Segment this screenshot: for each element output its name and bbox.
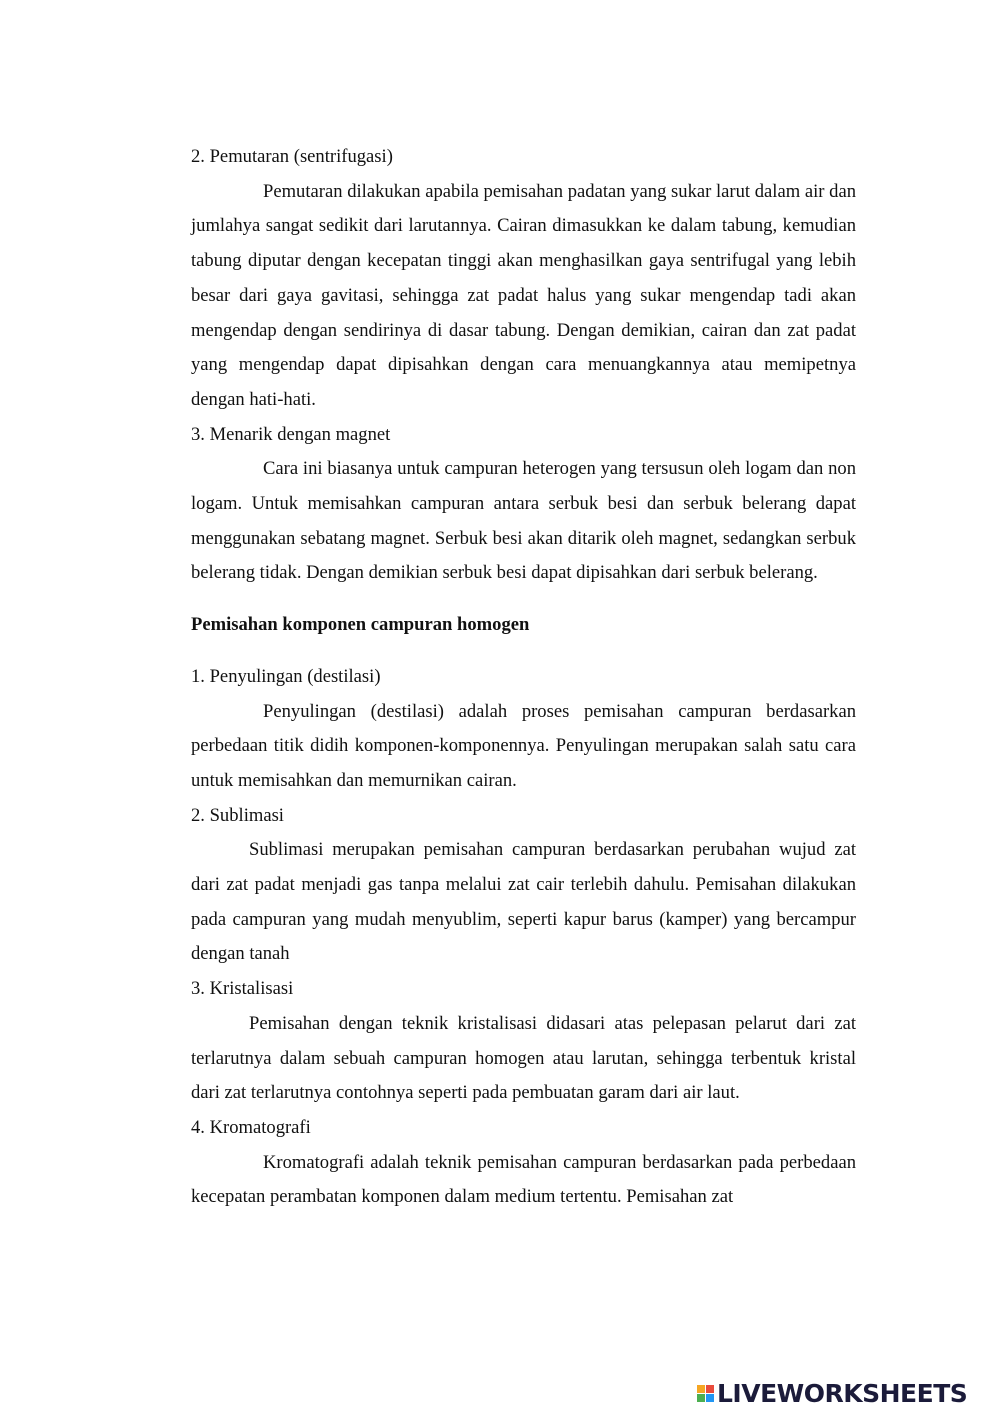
heading-kromatografi: 4. Kromatografi <box>191 1116 311 1138</box>
section-title-homogen: Pemisahan komponen campuran homogen <box>191 614 530 636</box>
heading-pemutaran: 2. Pemutaran (sentrifugasi) <box>191 146 393 167</box>
logo-mark-icon <box>697 1385 714 1402</box>
paragraph-kromatografi: Kromatografi adalah teknik pemisahan campuran berdasarkan pada perbedaan kecepatan perambatan komponen dalam medium tertentu. Pemisahan zat <box>191 1151 856 1208</box>
paragraph-sublimasi: Sublimasi merupakan pemisahan campuran berdasarkan perubahan wujud zat dari zat padat menjadi gas tanpa melalui zat cair terlebih dahulu. Pemisahan dilakukan pada campuran yang mudah menyublim, seperti kapur barus (kamper) yang bercampur dengan tanah <box>191 839 856 965</box>
liveworksheets-logo <box>697 1378 967 1408</box>
paragraph-menarik-magnet: Cara ini biasanya untuk campuran heterogen yang tersusun oleh logam dan non logam. Untuk memisahkan campuran antara serbuk besi dan serbuk belerang dapat menggunakan sebatang magnet. Serbuk besi akan ditarik oleh magnet, sedangkan serbuk belerang tidak. Dengan demikian serbuk besi dapat dipisahkan dari serbuk belerang. <box>191 458 856 584</box>
heading-kristalisasi: 3. Kristalisasi <box>191 978 294 1000</box>
paragraph-kristalisasi: Pemisahan dengan teknik kristalisasi didasari atas pelepasan pelarut dari zat terlarutnya dalam sebuah campuran homogen atau larutan, sehingga terbentuk kristal dari zat terlarutnya contohnya seperti pada pembuatan garam dari air laut. <box>191 1012 856 1104</box>
paragraph-pemutaran: Pemutaran dilakukan apabila pemisahan padatan yang sukar larut dalam air dan jumlahya sangat sedikit dari larutannya. Cairan dimasukkan ke dalam tabung, kemudian tabung diputar dengan kecepatan tinggi akan menghasilkan gaya sentrifugal yang lebih besar dari gaya gavitasi, sehingga zat padat halus yang sukar mengendap tadi akan mengendap dengan sendirinya di dasar tabung. Dengan demikian, cairan dan zat padat yang mengendap dapat dipisahkan dengan cara menuangkannya atau memipetnya dengan hati-hati. <box>191 180 856 410</box>
logo-square-icon <box>697 1385 705 1393</box>
document-page <box>191 140 856 1215</box>
paragraph-penyulingan: Penyulingan (destilasi) adalah proses pemisahan campuran berdasarkan perbedaan titik didih komponen-komponennya. Penyulingan merupakan salah satu cara untuk memisahkan dan memurnikan cairan. <box>191 700 856 791</box>
heading-sublimasi: 2. Sublimasi <box>191 804 284 826</box>
heading-menarik-magnet: 3. Menarik dengan magnet <box>191 423 391 445</box>
heading-penyulingan: 1. Penyulingan (destilasi) <box>191 665 381 687</box>
logo-square-icon <box>697 1394 705 1402</box>
logo-text: LIVEWORKSHEETS <box>717 1378 968 1408</box>
logo-square-icon <box>706 1394 714 1402</box>
logo-square-icon <box>706 1385 714 1393</box>
